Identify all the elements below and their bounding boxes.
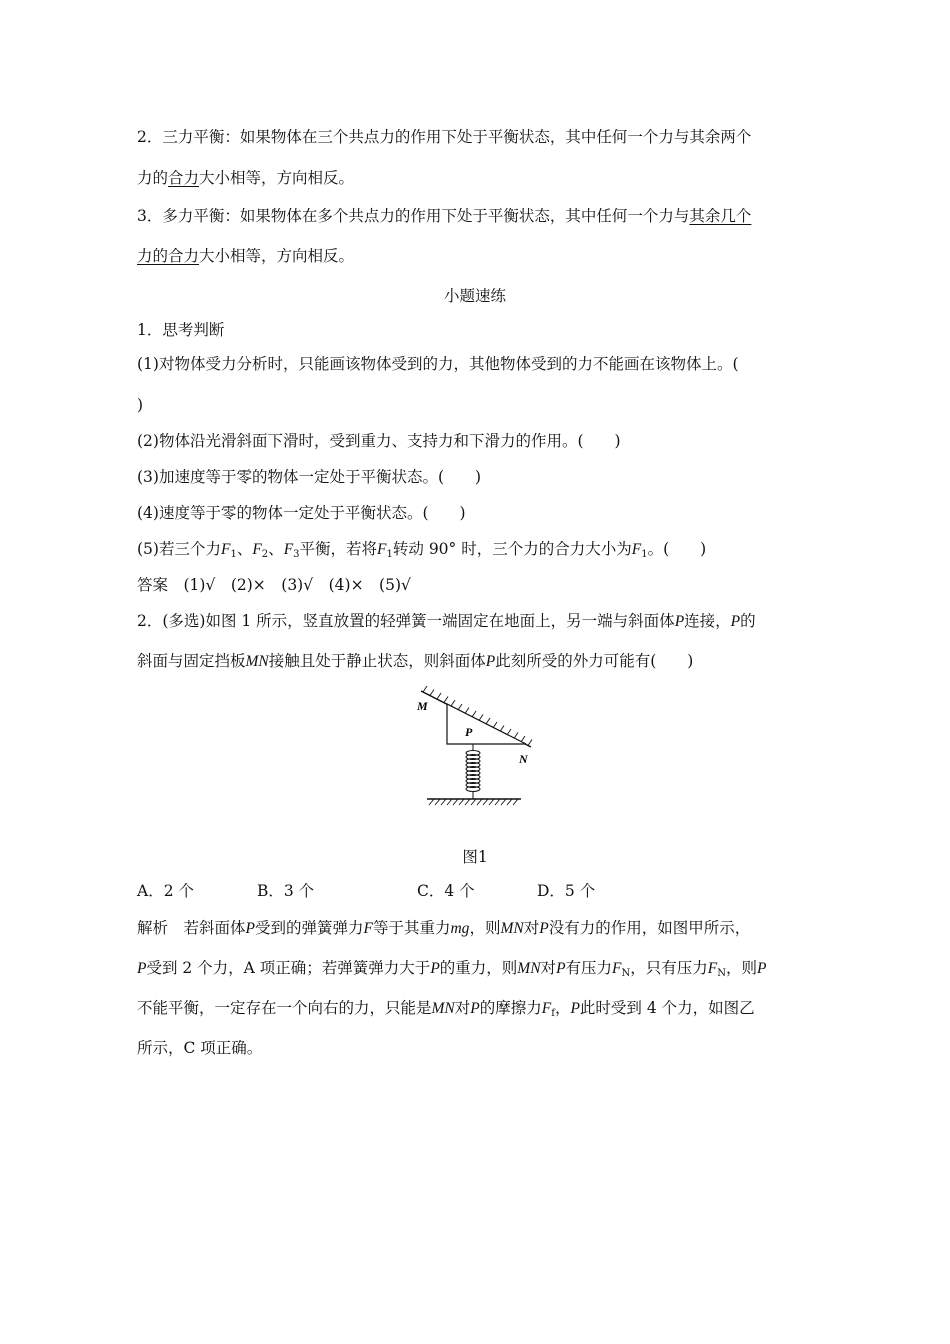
subscript: N [621, 968, 631, 979]
item3-line2 [137, 246, 354, 266]
text-span: (5)若三个力 [137, 540, 221, 558]
text-span: 转动 90° 时，三个力的合力大小为 [392, 540, 632, 558]
force-symbol: F [541, 1000, 552, 1017]
symbol-p: P [470, 1000, 480, 1017]
force-symbol: F [252, 541, 262, 558]
text-span: 对 [454, 999, 471, 1017]
text-span: 的重力，则 [439, 959, 518, 977]
text-span: 2．(多选)如图 1 所示，竖直放置的轻弹簧一端固定在地面上，另一端与斜面体 [137, 612, 675, 630]
label-m: M [417, 699, 428, 713]
option-d: D．5 个 [537, 882, 596, 900]
symbol-mn: MN [245, 653, 269, 670]
text-span: 有压力 [565, 959, 613, 977]
subscript: 2 [261, 549, 269, 560]
subscript: 1 [230, 549, 237, 560]
subscript: 3 [293, 549, 300, 560]
analysis-line2 [137, 958, 766, 984]
figure-1-diagram [405, 685, 545, 810]
underlined-term: 其余几个 [689, 207, 752, 225]
option-b: B．3 个 [257, 882, 315, 900]
option-a: A．2 个 [137, 882, 194, 900]
statement-5 [137, 539, 706, 565]
text-span: ，只有压力 [630, 959, 708, 977]
symbol-p: P [137, 960, 147, 977]
text-span: 力的 [137, 169, 169, 187]
subscript: f [551, 1008, 555, 1019]
analysis-line1 [137, 918, 750, 939]
force-symbol: F [377, 541, 387, 558]
symbol-p: P [245, 920, 255, 937]
force-symbol: F [631, 541, 642, 558]
text-span: 。( ) [647, 540, 707, 558]
text-span: 解析 若斜面体 [137, 919, 246, 937]
wedge-p [447, 704, 526, 744]
q2-line1 [137, 611, 756, 632]
subscript: N [717, 968, 726, 979]
symbol-mn: MN [517, 960, 541, 977]
text-span: 、 [236, 540, 253, 558]
text-span: 此时受到 4 个力，如图乙 [579, 999, 755, 1017]
q1-title: 1．思考判断 [137, 321, 225, 339]
q2-line2 [137, 651, 693, 672]
underlined-term: 力的合力 [137, 247, 200, 265]
force-symbol: F [612, 960, 622, 977]
text-span: 连接， [684, 612, 731, 630]
item3-line1 [137, 206, 751, 226]
text-span: 平衡，若将 [299, 540, 378, 558]
force-symbol: F [363, 920, 373, 937]
text-span: 3．多力平衡：如果物体在多个共点力的作用下处于平衡状态，其中任何一个力与 [137, 207, 690, 225]
analysis-line3 [137, 998, 755, 1024]
symbol-p: P [730, 613, 741, 630]
symbol-p: P [430, 960, 440, 977]
force-symbol: F [220, 541, 231, 558]
statement-1: (1)对物体受力分析时，只能画该物体受到的力，其他物体受到的力不能画在该物体上。( [137, 355, 739, 373]
spring [466, 744, 480, 799]
symbol-p: P [556, 960, 566, 977]
symbol-p: P [485, 653, 496, 670]
text-span: 大小相等，方向相反。 [199, 247, 355, 265]
symbol-p: P [757, 960, 767, 977]
text-span: 不能平衡，一定存在一个向右的力，只能是 [137, 999, 432, 1017]
symbol-mn: MN [431, 1000, 455, 1017]
text-span: 、 [268, 540, 284, 558]
text-span: 对 [540, 959, 557, 977]
text-span: 受到 2 个力，A 项正确；若弹簧弹力大于 [146, 959, 431, 977]
text-span: 大小相等，方向相反。 [199, 169, 355, 187]
text-span: 对 [523, 919, 540, 937]
text-span: 没有力的作用，如图甲所示， [548, 919, 751, 937]
ground-hatching [429, 799, 518, 805]
text-span: 的摩擦力 [479, 999, 542, 1017]
text-span: ，则 [469, 919, 501, 937]
underlined-term: 合力 [168, 169, 200, 187]
force-symbol: F [283, 541, 294, 558]
analysis-line4: 所示，C 项正确。 [137, 1039, 263, 1057]
text-span: 此刻所受的外力可能有( ) [495, 652, 694, 670]
answer-line: 答案 (1)√ (2)× (3)√ (4)× (5)√ [137, 576, 411, 594]
subscript: 1 [641, 549, 648, 560]
symbol-p: P [570, 1000, 580, 1017]
section-heading: 小题速练 [443, 287, 506, 305]
text-span: 斜面与固定挡板 [137, 652, 246, 670]
symbol-p: P [674, 613, 685, 630]
text-span: 接触且处于静止状态，则斜面体 [268, 652, 486, 670]
statement-4: (4)速度等于零的物体一定处于平衡状态。( ) [137, 504, 466, 522]
text-span: 等于其重力 [372, 919, 451, 937]
label-n: N [519, 752, 528, 766]
text-span: 的 [740, 612, 756, 630]
symbol-mg: mg [450, 920, 470, 937]
symbol-mn: MN [500, 920, 524, 937]
statement-1-cont: ) [137, 396, 144, 414]
text-span: 受到的弹簧弹力 [254, 919, 364, 937]
figure-caption: 图1 [462, 848, 488, 866]
text-span: ， [554, 999, 571, 1017]
symbol-p: P [539, 920, 549, 937]
item2-line1: 2．三力平衡：如果物体在三个共点力的作用下处于平衡状态，其中任何一个力与其余两个 [137, 128, 752, 146]
statement-3: (3)加速度等于零的物体一定处于平衡状态。( ) [137, 468, 482, 486]
statement-2: (2)物体沿光滑斜面下滑时，受到重力、支持力和下滑力的作用。( ) [137, 432, 621, 450]
item2-line2 [137, 168, 354, 188]
force-symbol: F [707, 960, 718, 977]
subscript: 1 [386, 549, 393, 560]
option-c: C．4 个 [417, 882, 475, 900]
text-span: ，则 [726, 959, 758, 977]
label-p: P [465, 725, 473, 739]
